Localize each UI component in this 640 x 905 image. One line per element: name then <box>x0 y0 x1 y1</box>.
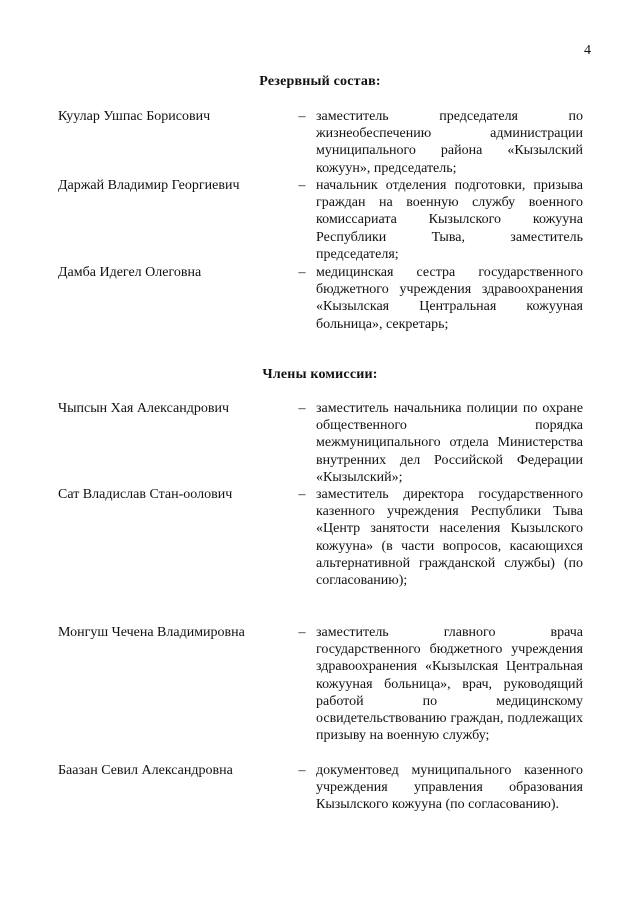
member-name: Дамба Идегел Олеговна <box>58 265 202 280</box>
page-number: 4 <box>584 43 591 58</box>
member-name: Куулар Ушпас Борисович <box>58 109 211 124</box>
member-role: заместитель директора государственного казенного учреждения Республики Тыва «Центр занятости населения Кызылского кожууна» (в части вопросов, касающихся альтернативной гражданской службы) (по согласованию); <box>316 487 583 589</box>
dash-separator: – <box>298 178 306 193</box>
dash-separator: – <box>298 401 306 416</box>
dash-separator: – <box>298 487 306 502</box>
member-role: медицинская сестра государственного бюджетного учреждения здравоохранения «Кызылская Центральная кожууная больница», секретарь; <box>316 265 583 332</box>
dash-separator: – <box>298 109 306 124</box>
section-heading-members: Члены комиссии: <box>262 367 378 382</box>
member-name: Баазан Севил Александровна <box>58 763 233 778</box>
dash-separator: – <box>298 265 306 280</box>
dash-separator: – <box>298 625 306 640</box>
section-heading-reserve: Резервный состав: <box>259 74 381 89</box>
member-name: Чыпсын Хая Александрович <box>58 401 229 416</box>
dash-separator: – <box>298 763 306 778</box>
member-name: Монгуш Чечена Владимировна <box>58 625 245 640</box>
member-name: Даржай Владимир Георгиевич <box>58 178 240 193</box>
member-role: заместитель председателя по жизнеобеспечению администрации муниципального района «Кызылский кожуун», председатель; <box>316 109 583 176</box>
member-role: заместитель начальника полиции по охране общественного порядка межмуниципального отдела Министерства внутренних дел Российской Федерации «Кызылский»; <box>316 401 583 485</box>
member-role: заместитель главного врача государственного бюджетного учреждения здравоохранения «Кызылская Центральная кожууная больница», врач, руководящий работой по медицинскому освидетельствованию граждан, подлежащих призыву на военную службу; <box>316 625 583 744</box>
member-role: начальник отделения подготовки, призыва граждан на военную службу военного комиссариата Кызылского кожууна Республики Тыва, заместитель председателя; <box>316 178 583 262</box>
member-name: Сат Владислав Стан-оолович <box>58 487 233 502</box>
member-role: документовед муниципального казенного учреждения управления образования Кызылского кожууна (по согласованию). <box>316 763 583 813</box>
